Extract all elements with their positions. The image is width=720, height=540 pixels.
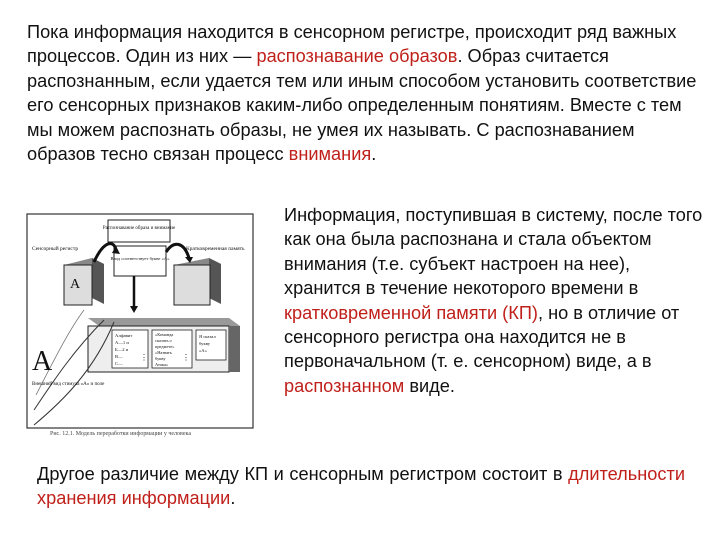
paragraph-short-term-memory — [284, 203, 704, 398]
text-segment: Информация, поступившая в систему, после того как она была распознана и стала объектом внимания (т.е. субъект настроен на нее), хранится в течение некоторого времени в — [284, 205, 703, 299]
said-letter-line: «А» — [199, 348, 207, 353]
sensory-letter-a: А — [70, 277, 81, 292]
paragraph-storage-duration — [37, 462, 685, 511]
text-segment: Пока информация находится в сенсорном регистре, происходит ряд важных процессов. Один из них — — [27, 22, 677, 67]
alphabet-line: А—1 и — [115, 340, 129, 345]
ellipsis-mark: ⋮ — [182, 353, 190, 362]
text-segment: . — [371, 144, 377, 165]
information-processing-figure — [24, 210, 256, 445]
term-recognized: распознанном — [284, 375, 405, 396]
said-letter-line: Я сказал — [199, 334, 216, 339]
sensory-cube-side — [92, 258, 104, 304]
stm-cube-front — [174, 265, 210, 305]
paragraph-sensory-register — [27, 20, 707, 166]
command-line: букву — [155, 356, 166, 361]
text-segment: , но в отличие от сенсорного регистра она находится не в первоначальном (т. е. сенсорном) виде, а в — [284, 302, 680, 372]
text-segment: . Образ считается распознанным, если удается тем или иным способом установить соответствие его сенсорных признаков каким-либо определенным понятиям. Вместе с тем мы можем распознать образы, не умея их называть. С распознаванием образов тесно связан процесс — [27, 46, 697, 165]
center-label: Ввод соответствует букве «А» — [110, 256, 170, 261]
sensory-register-label: Сенсорный регистр — [32, 246, 79, 252]
term-attention: внимания — [288, 144, 372, 165]
said-letter-line: букву — [199, 341, 210, 346]
term-pattern-recognition: распознавание образов — [256, 46, 458, 67]
alphabet-line: Алфавит — [115, 333, 133, 338]
stm-cube-side — [209, 258, 221, 304]
top-label: Распознавание образа и внимание — [102, 226, 176, 231]
command-line: сказать о — [155, 338, 172, 343]
term-storage-duration: длительности хранения информации — [37, 464, 685, 509]
figure-illustration — [24, 210, 256, 445]
ellipsis-mark: ⋮ — [140, 353, 148, 362]
term-short-term-memory: кратковременной памяти (КП) — [284, 302, 538, 323]
text-segment: виде. — [404, 375, 455, 396]
stimulus-letter-a: А — [32, 346, 53, 377]
text-segment: Другое различие между КП и сенсорным регистром состоит в — [37, 464, 569, 484]
command-line: «Назвать — [155, 350, 172, 355]
command-line: предмете» — [155, 344, 175, 349]
top-label-box — [108, 220, 170, 242]
command-line: «Команда — [155, 332, 174, 337]
figure-caption: Рис. 12.1. Модель переработки информации у человека — [50, 431, 191, 437]
center-label-box — [114, 246, 166, 276]
alphabet-line: Б—2 и — [115, 347, 129, 352]
alphabet-line: С— — [115, 361, 123, 366]
stm-label: Кратковременная память — [186, 246, 245, 252]
ltm-platform-side — [229, 326, 240, 372]
alphabet-line: В— — [115, 354, 123, 359]
text-segment: . — [230, 488, 236, 509]
ltm-platform-top — [88, 318, 240, 326]
stimulus-caption: Внешний вид стимула «А» и поле — [32, 382, 105, 387]
command-line: Атака» — [155, 362, 169, 367]
